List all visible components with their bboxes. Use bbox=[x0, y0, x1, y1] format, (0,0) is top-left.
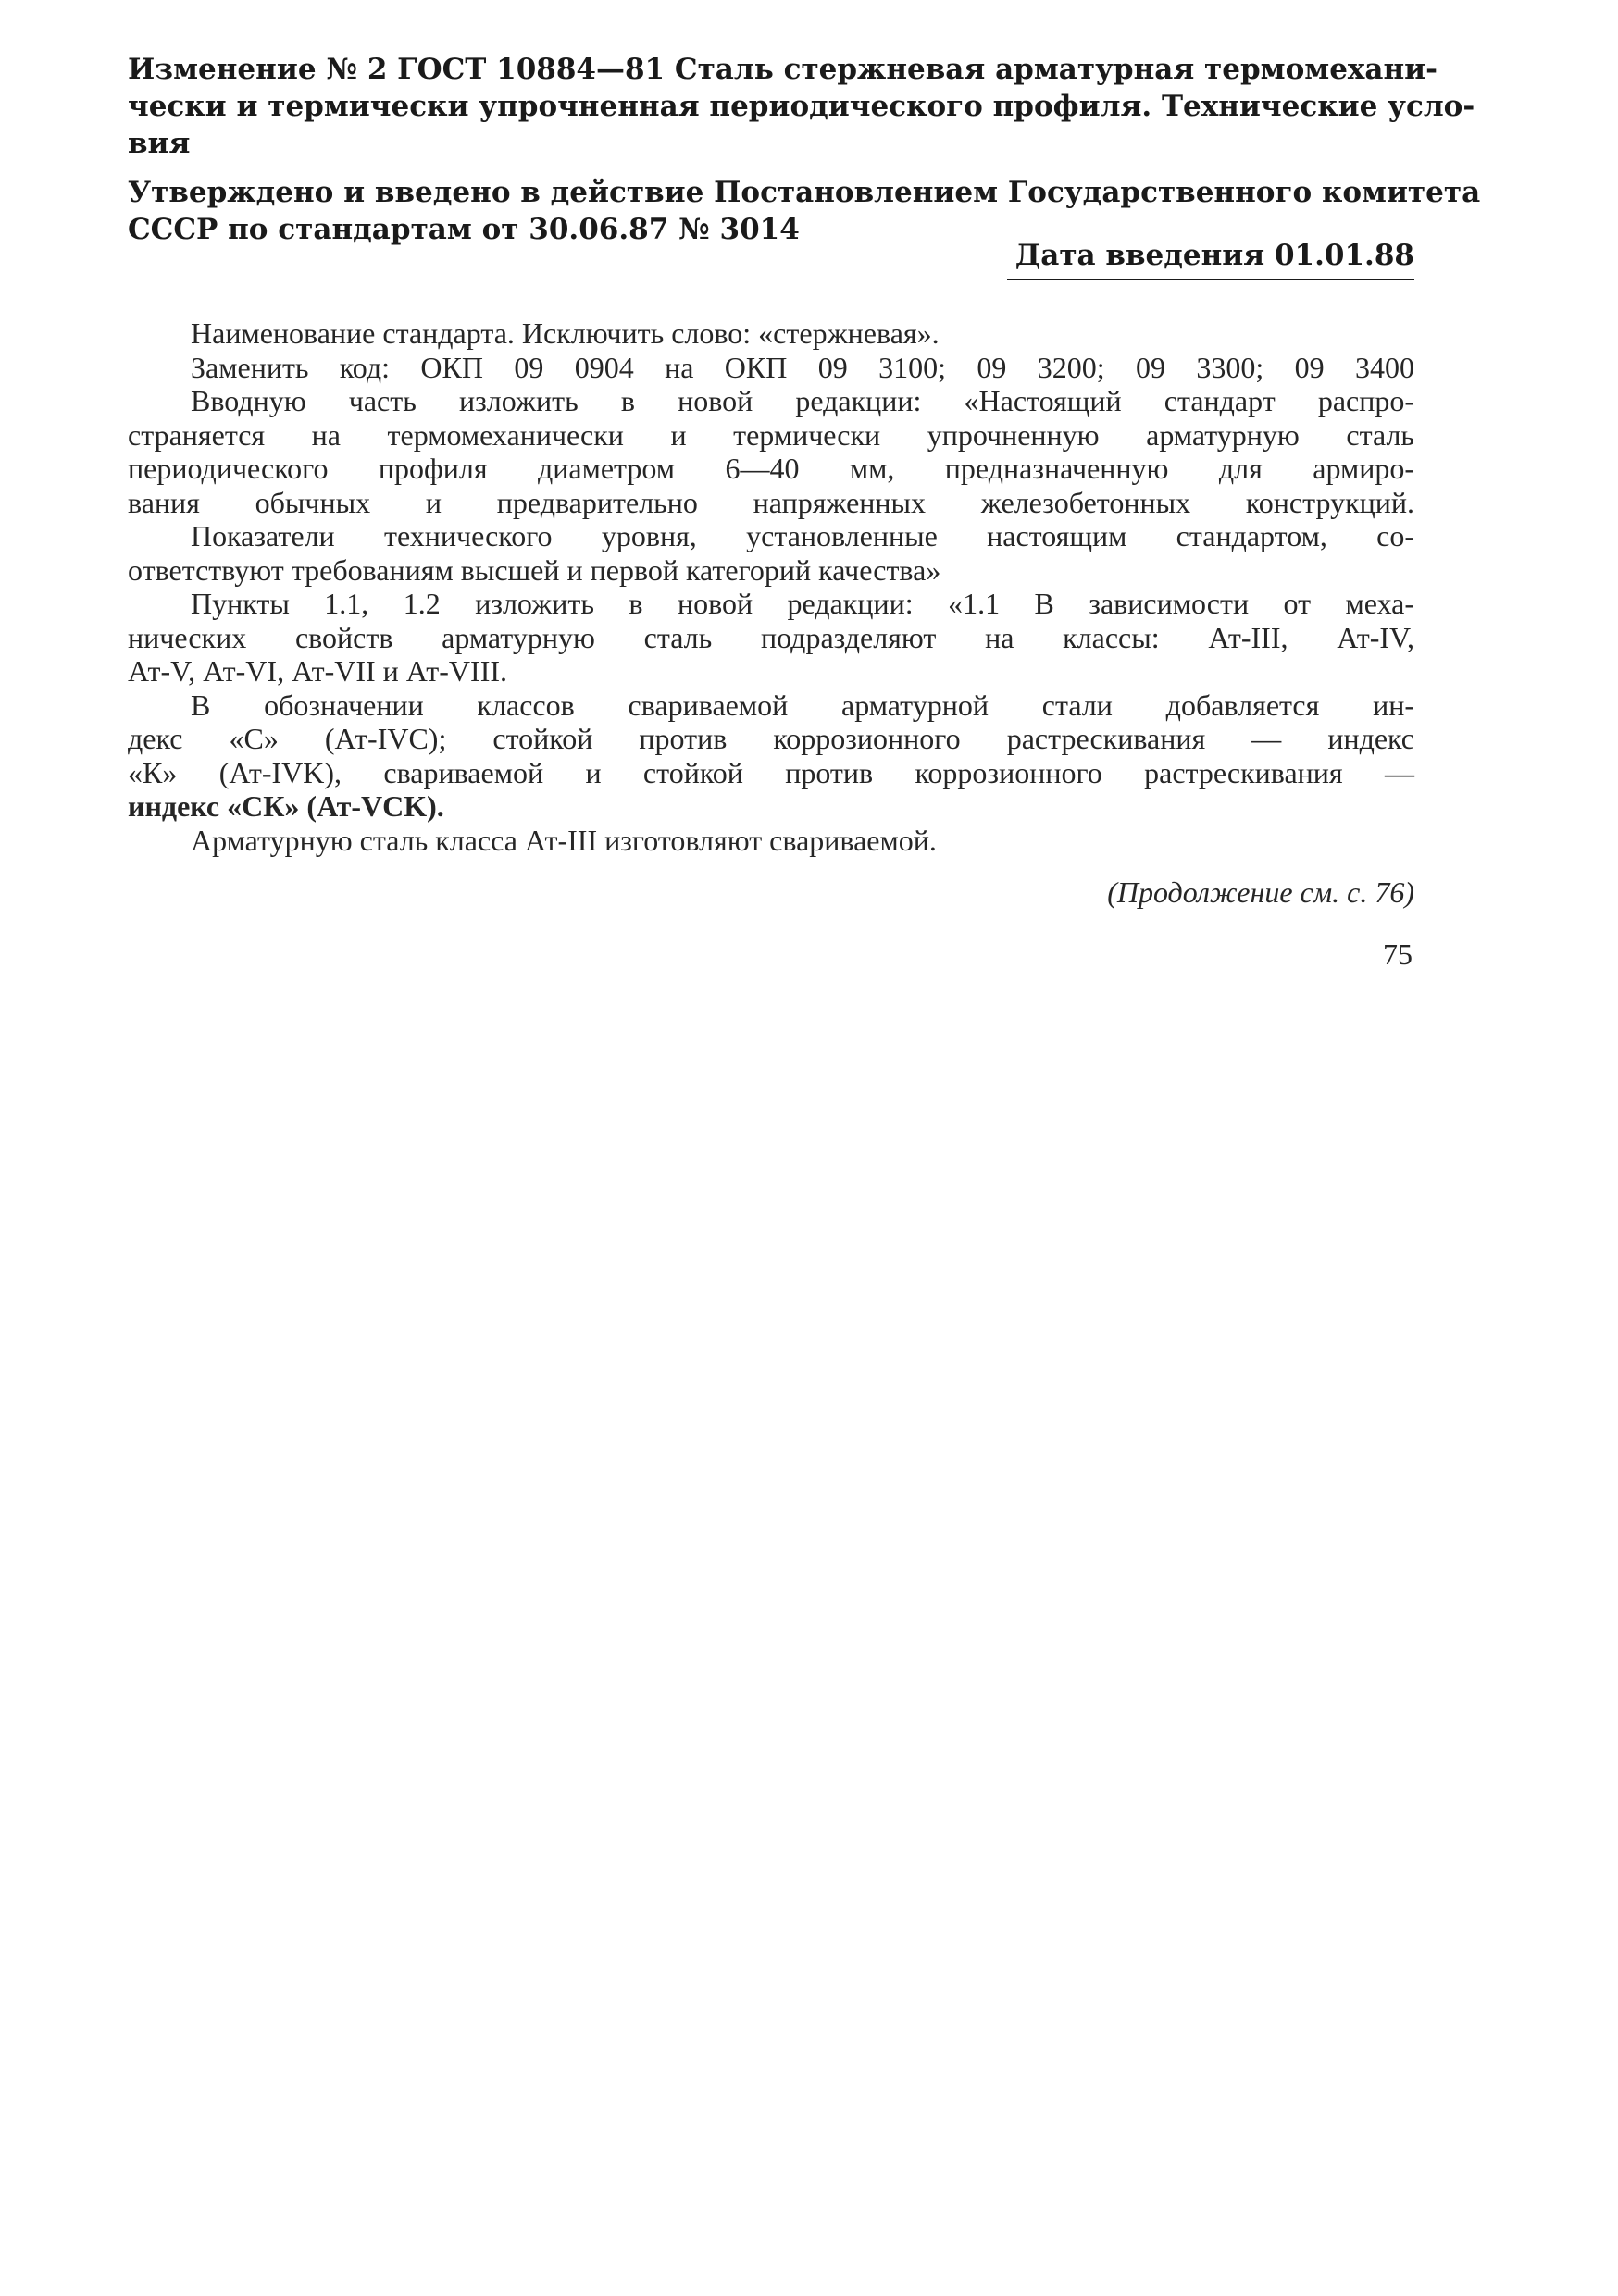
approval-line: СССР по стандартам от 30.06.87 № 3014 bbox=[128, 213, 800, 246]
body-line: Арматурную сталь класса Ат-III изготовляют свариваемой. bbox=[191, 823, 937, 857]
body-line: «К» (Ат-IVK), свариваемой и стойкой против коррозионного растрескивания — bbox=[128, 755, 1414, 789]
body-line: В обозначении классов свариваемой арматурной стали добавляется ин- bbox=[191, 688, 1414, 722]
continuation-note: (Продолжение см. с. 76) bbox=[1107, 875, 1414, 909]
approval-line: Утверждено и введено в действие Постановлением Государственного комитета bbox=[128, 176, 1481, 209]
page-number: 75 bbox=[1383, 937, 1413, 971]
body-line: периодического профиля диаметром 6—40 мм, предназначенную для армиро- bbox=[128, 452, 1414, 485]
body-line: Заменить код: ОКП 09 0904 на ОКП 09 3100; 09 3200; 09 3300; 09 3400 bbox=[191, 350, 1414, 384]
body-line: декс «С» (Ат-IVC); стойкой против коррозионного растрескивания — индекс bbox=[128, 722, 1414, 755]
body-line: страняется на термомеханически и термически упрочненную арматурную сталь bbox=[128, 417, 1414, 452]
body-line: вания обычных и предварительно напряженных железобетонных конструкций. bbox=[128, 485, 1414, 519]
amendment-body bbox=[128, 316, 1414, 857]
body-line: Пункты 1.1, 1.2 изложить в новой редакции: «1.1 В зависимости от меха- bbox=[191, 587, 1414, 620]
body-line: индекс «СК» (Ат-VCK). bbox=[128, 789, 444, 823]
date-underline bbox=[1007, 279, 1414, 280]
body-line: Ат-V, Ат-VI, Ат-VII и Ат-VIII. bbox=[128, 654, 507, 688]
effective-date: Дата введения 01.01.88 bbox=[1014, 239, 1414, 272]
body-line: Показатели технического уровня, установленные настоящим стандартом, со- bbox=[191, 519, 1414, 552]
body-line: нических свойств арматурную сталь подразделяют на классы: Ат-III, Ат-IV, bbox=[128, 620, 1414, 654]
heading-line: вия bbox=[128, 127, 191, 160]
body-line: ответствуют требованиям высшей и первой категорий качества» bbox=[128, 552, 941, 587]
heading-line: Изменение № 2 ГОСТ 10884—81 Сталь стержневая арматурная термомехани- bbox=[128, 53, 1438, 86]
body-line: Вводную часть изложить в новой редакции: «Настоящий стандарт распро- bbox=[191, 384, 1414, 417]
heading-line: чески и термически упрочненная периодического профиля. Технические усло- bbox=[128, 90, 1475, 123]
amendment-heading bbox=[128, 51, 1475, 162]
body-line: Наименование стандарта. Исключить слово: «стержневая». bbox=[191, 316, 940, 350]
